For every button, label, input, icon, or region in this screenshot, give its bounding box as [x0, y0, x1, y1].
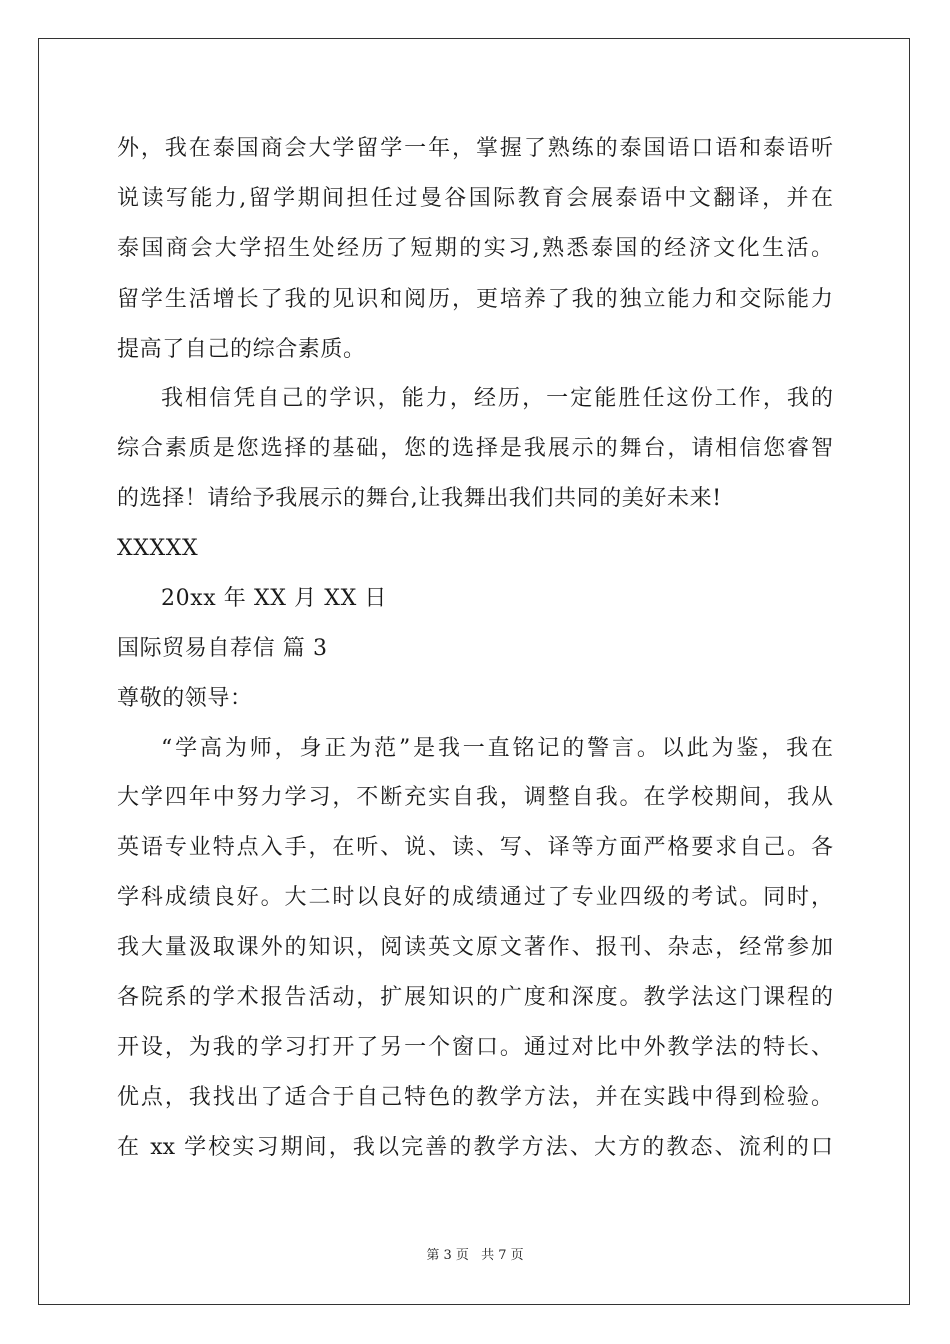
text-line: 英语专业特点入手，在听、说、读、写、译等方面严格要求自己。各: [117, 835, 833, 860]
page-footer: [0, 1247, 950, 1265]
date-line: 20xx 年 XX 月 XX 日: [161, 586, 388, 611]
text-line: 优点，我找出了适合于自己特色的教学方法，并在实践中得到检验。: [117, 1085, 833, 1110]
text-line: 泰国商会大学招生处经历了短期的实习,熟悉泰国的经济文化生活。: [117, 236, 833, 261]
text-line: 的选择！请给予我展示的舞台,让我舞出我们共同的美好未来!: [117, 486, 722, 511]
text-line: 外，我在泰国商会大学留学一年，掌握了熟练的泰国语口语和泰语听: [117, 136, 833, 161]
text-line: 开设，为我的学习打开了另一个窗口。通过对比中外教学法的特长、: [117, 1035, 833, 1060]
signature-name: XXXXX: [117, 536, 199, 561]
text-line: 学科成绩良好。大二时以良好的成绩通过了专业四级的考试。同时，: [117, 885, 833, 910]
page-number: 第 3 页: [426, 1248, 469, 1263]
section-heading: 国际贸易自荐信 篇 3: [117, 636, 328, 661]
text-line: 大学四年中努力学习，不断充实自我，调整自我。在学校期间，我从: [117, 785, 833, 810]
text-line: 留学生活增长了我的见识和阅历，更培养了我的独立能力和交际能力: [117, 287, 833, 312]
page-total: 共 7 页: [481, 1248, 524, 1263]
salutation: 尊敬的领导：: [117, 686, 253, 711]
text-line: 我相信凭自己的学识，能力，经历，一定能胜任这份工作，我的: [161, 386, 833, 411]
text-line: 在 xx 学校实习期间，我以完善的教学方法、大方的教态、流利的口: [117, 1135, 833, 1160]
text-line: “学高为师，身正为范”是我一直铭记的警言。以此为鉴，我在: [161, 736, 833, 761]
text-line: 我大量汲取课外的知识，阅读英文原文著作、报刊、杂志，经常参加: [117, 935, 833, 960]
text-line: 综合素质是您选择的基础，您的选择是我展示的舞台，请相信您睿智: [117, 436, 833, 461]
text-line: 说读写能力,留学期间担任过曼谷国际教育会展泰语中文翻译，并在: [117, 186, 833, 211]
text-line: 各院系的学术报告活动，扩展知识的广度和深度。教学法这门课程的: [117, 985, 833, 1010]
page-border: [38, 38, 910, 1305]
text-line: 提高了自己的综合素质。: [117, 337, 366, 362]
